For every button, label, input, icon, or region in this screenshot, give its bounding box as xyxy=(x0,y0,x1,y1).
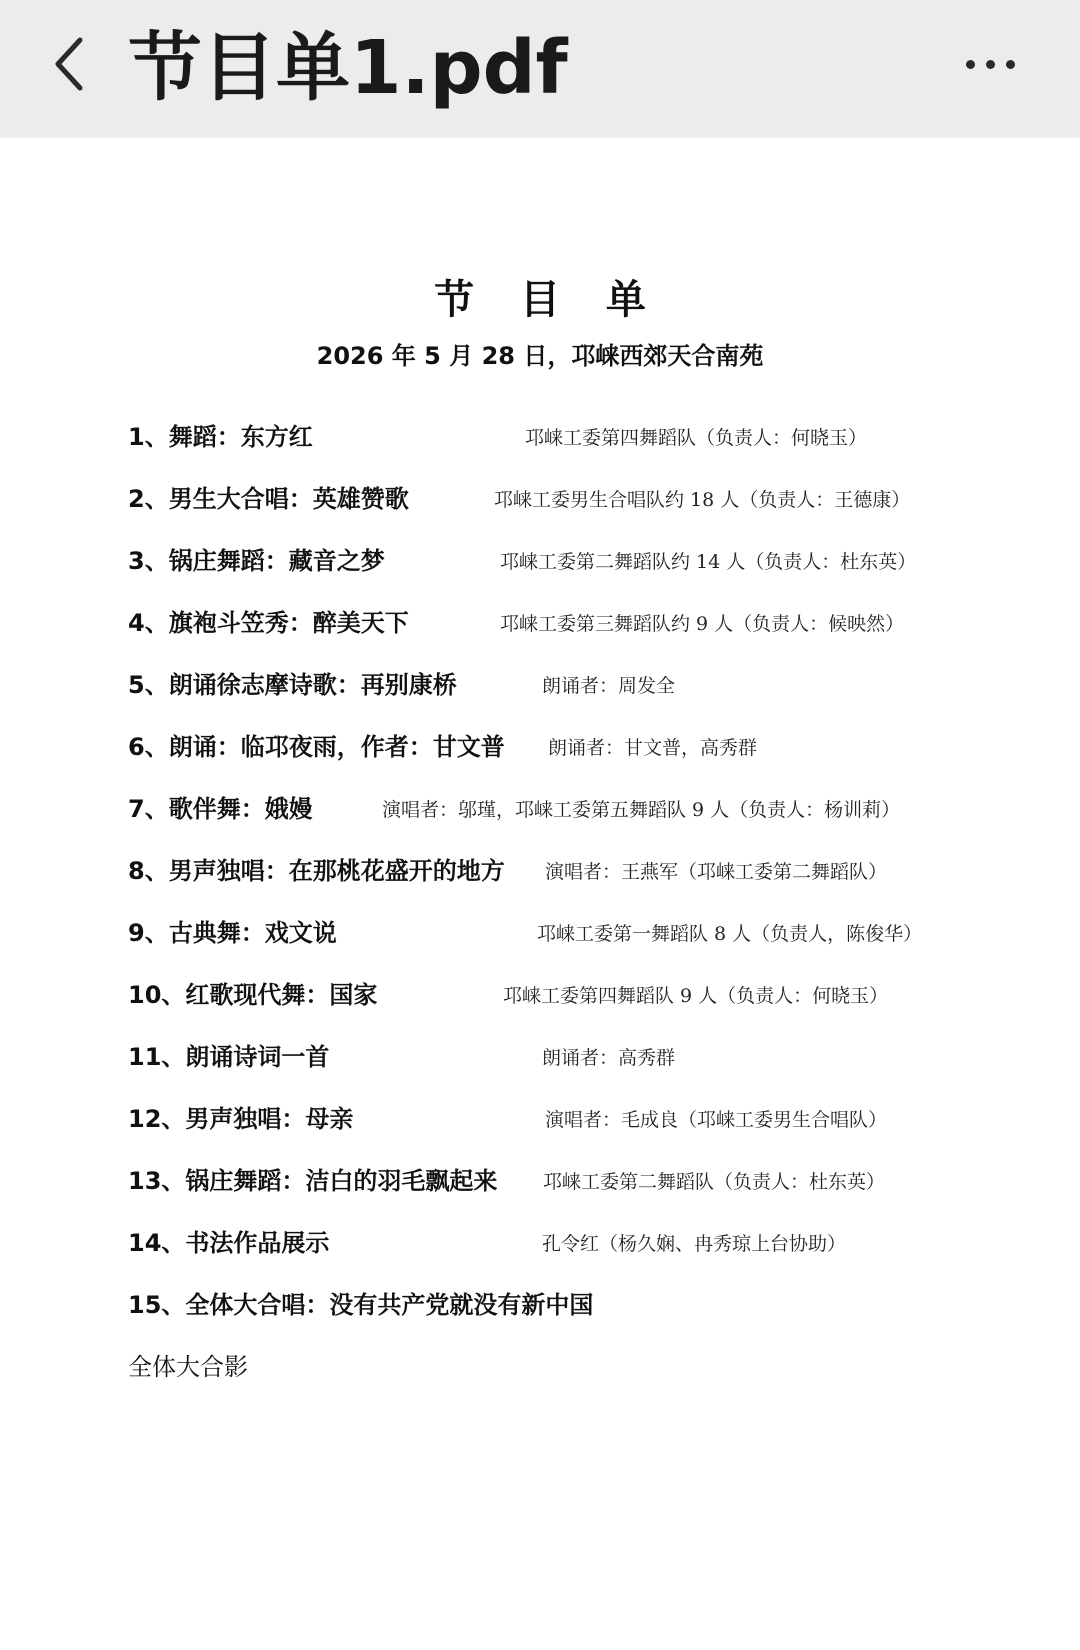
program-detail: 邛崃工委第一舞蹈队 8 人（负责人，陈俊华） xyxy=(537,923,923,945)
program-detail: 邛崃工委第四舞蹈队（负责人：何晓玉） xyxy=(525,427,868,449)
top-bar xyxy=(0,0,1080,138)
program-detail: 邛崃工委第三舞蹈队约 9 人（负责人：候映然） xyxy=(500,613,905,635)
program-detail: 朗诵者：周发全 xyxy=(542,675,676,697)
program-detail: 朗诵者：甘文普，高秀群 xyxy=(548,737,758,759)
program-title: 15、全体大合唱：没有共产党就没有新中国 xyxy=(128,1291,594,1319)
program-title: 3、锅庄舞蹈：藏音之梦 xyxy=(128,547,385,575)
program-detail: 邛崃工委男生合唱队约 18 人（负责人：王德康） xyxy=(494,489,911,511)
program-title: 6、朗诵：临邛夜雨，作者：甘文普 xyxy=(128,733,505,761)
pdf-page xyxy=(0,138,1080,1650)
more-horizontal-icon xyxy=(966,60,975,69)
program-title: 1、舞蹈：东方红 xyxy=(128,423,313,451)
document-title: 节目单1.pdf xyxy=(128,25,568,111)
more-horizontal-icon xyxy=(1006,60,1015,69)
program-title: 13、锅庄舞蹈：洁白的羽毛飘起来 xyxy=(128,1167,498,1195)
program-detail: 演唱者：王燕军（邛崃工委第二舞蹈队） xyxy=(545,861,888,883)
program-detail: 邛崃工委第二舞蹈队（负责人：杜东英） xyxy=(543,1171,886,1193)
program-title: 8、男声独唱：在那桃花盛开的地方 xyxy=(128,857,505,885)
program-title: 2、男生大合唱：英雄赞歌 xyxy=(128,485,409,513)
more-button[interactable] xyxy=(950,40,1030,88)
program-title: 4、旗袍斗笠秀：醉美天下 xyxy=(128,609,409,637)
program-title: 14、书法作品展示 xyxy=(128,1229,330,1257)
program-title: 9、古典舞：戏文说 xyxy=(128,919,337,947)
program-title: 全体大合影 xyxy=(128,1353,248,1381)
program-detail: 演唱者：邬瑾，邛崃工委第五舞蹈队 9 人（负责人：杨训莉） xyxy=(382,799,901,821)
back-button[interactable] xyxy=(38,28,98,100)
program-detail: 演唱者：毛成良（邛崃工委男生合唱队） xyxy=(545,1109,888,1131)
program-list xyxy=(0,138,1080,1650)
program-title: 7、歌伴舞：娥嫚 xyxy=(128,795,313,823)
program-title: 12、男声独唱：母亲 xyxy=(128,1105,354,1133)
program-detail: 孔令红（杨久娴、冉秀琼上台协助） xyxy=(542,1233,847,1255)
page-subtitle: 2026 年 5 月 28 日，邛崃西郊天合南苑 xyxy=(316,342,764,370)
page-heading: 节 目 单 xyxy=(434,277,662,323)
program-title: 5、朗诵徐志摩诗歌：再别康桥 xyxy=(128,671,457,699)
program-detail: 邛崃工委第四舞蹈队 9 人（负责人：何晓玉） xyxy=(503,985,889,1007)
chevron-left-icon xyxy=(50,34,86,94)
program-detail: 邛崃工委第二舞蹈队约 14 人（负责人：杜东英） xyxy=(500,551,917,573)
more-horizontal-icon xyxy=(986,60,995,69)
program-title: 11、朗诵诗词一首 xyxy=(128,1043,330,1071)
program-detail: 朗诵者：高秀群 xyxy=(542,1047,676,1069)
program-title: 10、红歌现代舞：国家 xyxy=(128,981,378,1009)
